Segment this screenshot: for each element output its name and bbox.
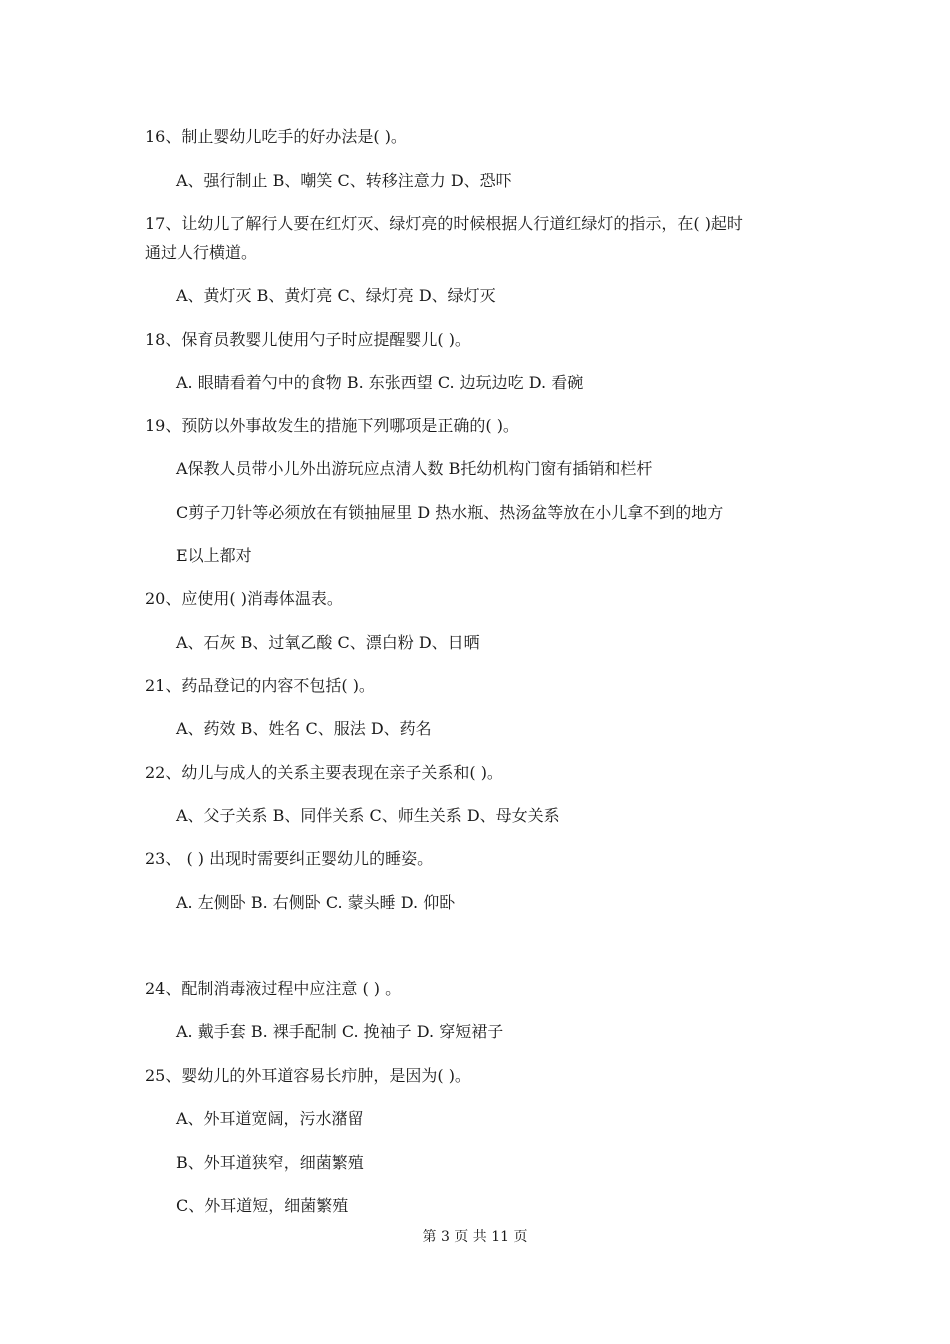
question-23-options: A. 左侧卧 B. 右侧卧 C. 蒙头睡 D. 仰卧 <box>176 893 456 912</box>
question-19-stem: 19、预防以外事故发生的措施下列哪项是正确的( )。 <box>145 416 519 435</box>
question-17-stem: 17、让幼儿了解行人要在红灯灭、绿灯亮的时候根据人行道红绿灯的指示，在( )起时 <box>145 214 743 233</box>
page-number: 第 3 页 共 11 页 <box>422 1229 528 1245</box>
question-23-stem: 23、 ( ) 出现时需要纠正婴幼儿的睡姿。 <box>145 849 434 868</box>
question-19-option-line-1: A保教人员带小儿外出游玩应点清人数 B托幼机构门窗有插销和栏杆 <box>176 459 653 478</box>
question-21-options: A、药效 B、姓名 C、服法 D、药名 <box>176 719 432 738</box>
question-25-stem: 25、婴幼儿的外耳道容易长疖肿，是因为( )。 <box>145 1066 471 1085</box>
question-24-stem: 24、配制消毒液过程中应注意 ( ) 。 <box>145 979 402 998</box>
question-22-options: A、父子关系 B、同伴关系 C、师生关系 D、母女关系 <box>176 806 560 825</box>
question-25-option-b: B、外耳道狭窄，细菌繁殖 <box>176 1153 364 1172</box>
question-16-options: A、强行制止 B、嘲笑 C、转移注意力 D、恐吓 <box>176 171 512 190</box>
question-19-option-line-3: E以上都对 <box>176 546 252 565</box>
question-18-options: A. 眼睛看着勺中的食物 B. 东张西望 C. 边玩边吃 D. 看碗 <box>176 373 584 392</box>
question-25-option-c: C、外耳道短，细菌繁殖 <box>176 1196 349 1215</box>
question-22-stem: 22、幼儿与成人的关系主要表现在亲子关系和( )。 <box>145 763 503 782</box>
question-20-stem: 20、应使用( )消毒体温表。 <box>145 589 343 608</box>
question-20-options: A、石灰 B、过氧乙酸 C、漂白粉 D、日晒 <box>176 633 480 652</box>
question-21-stem: 21、药品登记的内容不包括( )。 <box>145 676 375 695</box>
question-25-option-a: A、外耳道宽阔，污水潴留 <box>176 1109 364 1128</box>
question-24-options: A. 戴手套 B. 裸手配制 C. 挽袖子 D. 穿短裙子 <box>176 1022 504 1041</box>
question-17-options: A、黄灯灭 B、黄灯亮 C、绿灯亮 D、绿灯灭 <box>176 286 496 305</box>
question-18-stem: 18、保育员教婴儿使用勺子时应提醒婴儿( )。 <box>145 330 471 349</box>
question-16-stem: 16、制止婴幼儿吃手的好办法是( )。 <box>145 127 407 146</box>
question-17-stem-continued: 通过人行横道。 <box>145 243 258 262</box>
question-19-option-line-2: C剪子刀针等必须放在有锁抽屉里 D 热水瓶、热汤盆等放在小儿拿不到的地方 <box>176 503 724 522</box>
